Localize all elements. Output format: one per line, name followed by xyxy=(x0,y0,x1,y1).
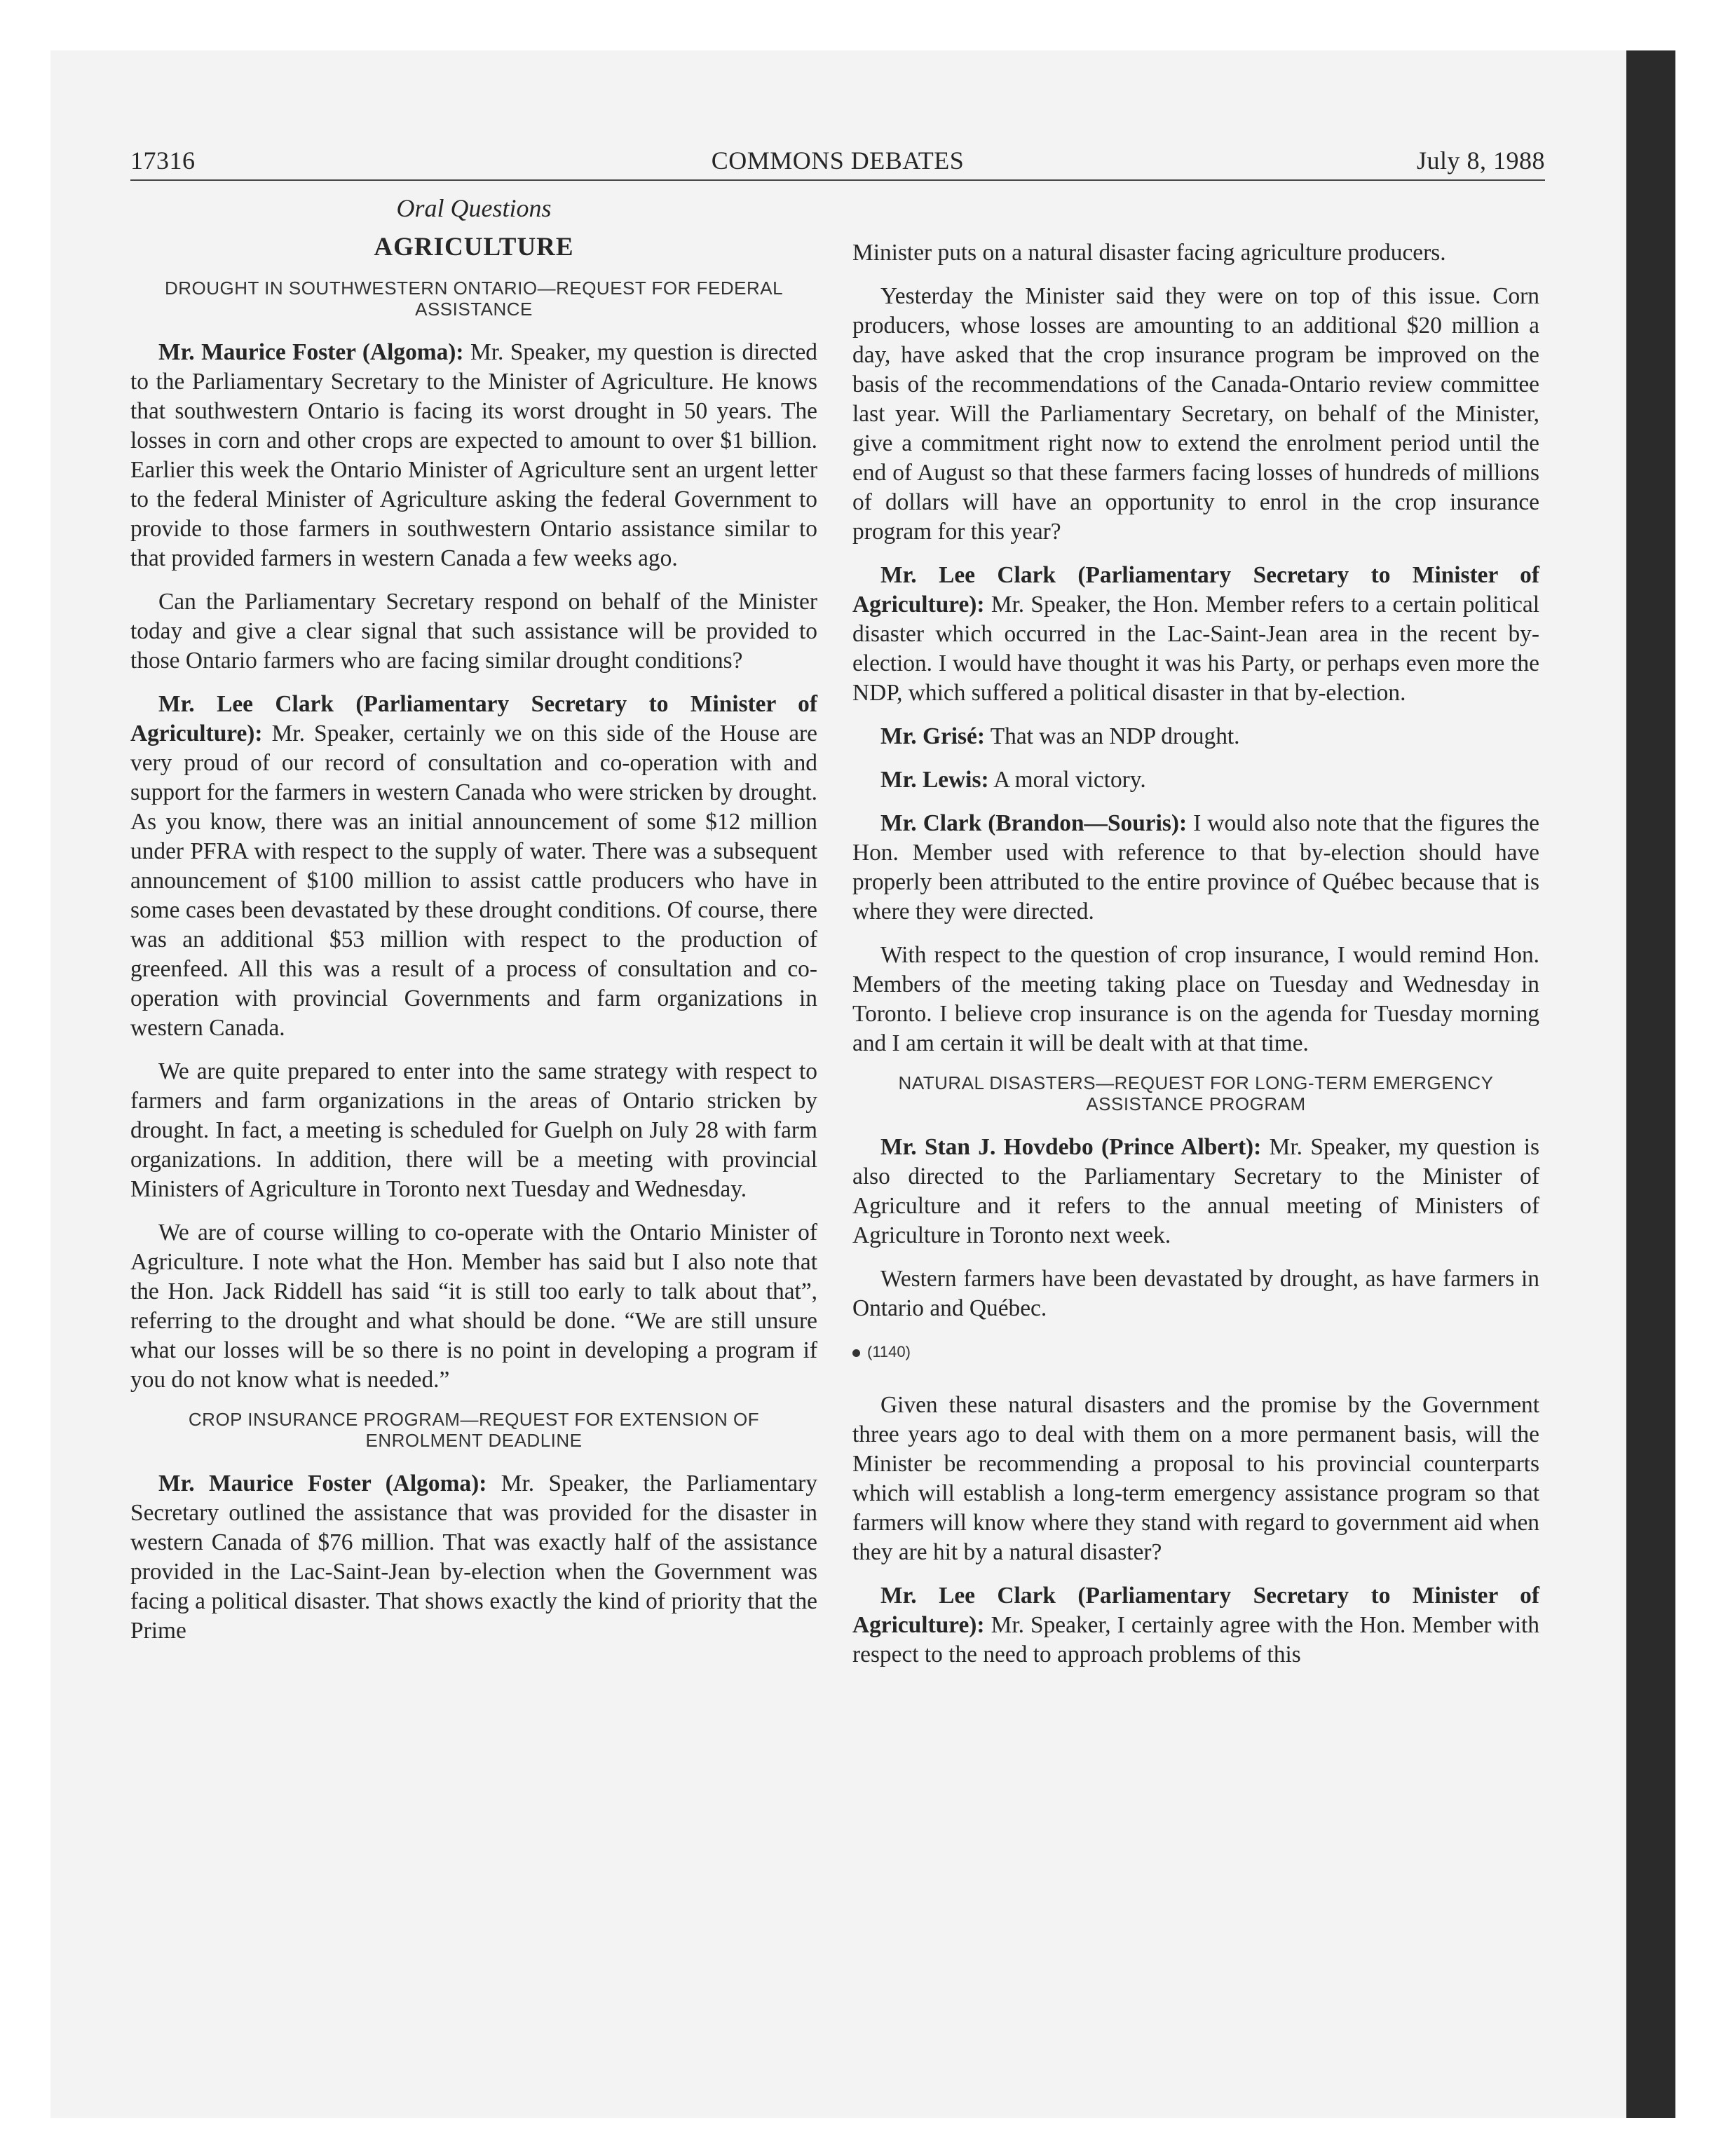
section-kicker: Oral Questions xyxy=(396,194,552,222)
speaker-name: Mr. Lee Clark (Parliamentary Secretary to Minister of Agriculture): xyxy=(852,562,1539,618)
speaker-name: Mr. Stan J. Hovdebo (Prince Albert): xyxy=(880,1134,1262,1160)
speech-text: Mr. Speaker, my question is also directed to the Parliamentary Secretary to the Minister of Agriculture and it refers to the annual meeting of Ministers of Agriculture in Toronto next week. xyxy=(852,1134,1539,1248)
paragraph xyxy=(130,338,817,573)
paragraph xyxy=(130,690,817,1043)
speech-text: I would also note that the figures the Hon. Member used with reference to that by-election should have properly been attributed to the entire province of Québec because that is where they were directed. xyxy=(852,810,1539,925)
paragraph xyxy=(852,809,1539,927)
speaker-name: Mr. Maurice Foster (Algoma): xyxy=(158,1471,487,1496)
speech-text: That was an NDP drought. xyxy=(984,723,1240,749)
speaker-name: Mr. Maurice Foster (Algoma): xyxy=(158,339,464,365)
paragraph xyxy=(852,722,1539,751)
paragraph xyxy=(852,765,1539,795)
speaker-name: Mr. Lewis: xyxy=(880,767,989,793)
paragraph: We are quite prepared to enter into the same strategy with respect to farmers and farm organizations in the areas of Ontario stricken by drought. In fact, a meeting is scheduled for Guelph on July 28 with farm organizations. In addition, there will be a meeting with provincial Ministers of Agriculture in Toronto next Tuesday and Wednesday. xyxy=(130,1058,817,1202)
scan-edge-shadow xyxy=(1626,50,1675,2118)
paragraph xyxy=(130,1469,817,1646)
publication-date: July 8, 1988 xyxy=(1416,146,1545,175)
speech-text: A moral victory. xyxy=(988,767,1146,793)
section-title: AGRICULTURE xyxy=(374,233,574,261)
left-column xyxy=(130,193,817,1660)
right-column xyxy=(852,238,1539,1684)
time-marker-label: (1140) xyxy=(867,1343,911,1360)
running-header xyxy=(130,144,1545,181)
speech-text: Mr. Speaker, certainly we on this side of the House are very proud of our record of consultation and co-operation with and support for the farmers in western Canada who were stricken by drought. As you know, there was an initial announcement of some $12 million under PFRA with respect to the supply of water. There was a subsequent announcement of $100 million to assist cattle producers who have in some cases been devastated by these drought conditions. Of course, there was an additional $53 million with respect to the production of greenfeed. All this was a result of a process of consultation and co-operation with provincial Governments and farm organizations in western Canada. xyxy=(130,721,817,1041)
speaker-name: Mr. Clark (Brandon—Souris): xyxy=(880,810,1188,836)
time-marker xyxy=(852,1337,1539,1367)
paragraph xyxy=(852,561,1539,708)
subheading-natural-disasters: NATURAL DISASTERS—REQUEST FOR LONG-TERM EMERGENCY ASSISTANCE PROGRAM xyxy=(898,1072,1494,1114)
bullet-dot-icon xyxy=(852,1349,860,1357)
speaker-name: Mr. Grisé: xyxy=(880,723,985,749)
speaker-name: Mr. Lee Clark (Parliamentary Secretary to Minister of Agriculture): xyxy=(852,1583,1539,1638)
paragraph: Yesterday the Minister said they were on top of this issue. Corn producers, whose losses are amounting to an additional $20 million a day, have asked that the crop insurance program be improved on the basis of the recommendations of the Canada-Ontario review committee last year. Will the Parliamentary Secretary, on behalf of the Minister, give a commitment right now to extend the enrolment period until the end of August so that these farmers facing losses of hundreds of millions of dollars will have an opportunity to enrol in the crop insurance program for this year? xyxy=(852,283,1539,545)
speech-text: Mr. Speaker, my question is directed to the Parliamentary Secretary to the Minister of Agriculture. He knows that southwestern Ontario is facing its worst drought in 50 years. The losses in corn and other crops are expected to amount to over $1 billion. Earlier this week the Ontario Minister of Agriculture sent an urgent letter to the federal Minister of Agriculture asking the federal Government to provide to those farmers in southwestern Ontario assistance similar to that provided farmers in western Canada a few weeks ago. xyxy=(130,339,817,571)
paragraph: Can the Parliamentary Secretary respond on behalf of the Minister today and give a clear signal that such assistance will be provided to those Ontario farmers who are facing similar drought conditions? xyxy=(130,589,817,674)
subheading-crop-insurance: CROP INSURANCE PROGRAM—REQUEST FOR EXTENSION OF ENROLMENT DEADLINE xyxy=(188,1409,760,1451)
speech-text: Mr. Speaker, the Hon. Member refers to a certain political disaster which occurred in the Lac-Saint-Jean area in the recent by-election. I would have thought it was his Party, or perhaps even more the NDP, which suffered a political disaster in that by-election. xyxy=(852,592,1539,706)
paragraph: Given these natural disasters and the promise by the Government three years ago to deal with them on a more permanent basis, will the Minister be recommending a proposal to his provincial counterparts which will establish a long-term emergency assistance program so that farmers will know where they stand with regard to government aid when they are hit by a natural disaster? xyxy=(852,1392,1539,1565)
paragraph: Western farmers have been devastated by drought, as have farmers in Ontario and Québec. xyxy=(852,1266,1539,1321)
speech-text: Mr. Speaker, I certainly agree with the Hon. Member with respect to the need to approach problems of this xyxy=(852,1612,1539,1667)
paragraph: Minister puts on a natural disaster facing agriculture producers. xyxy=(852,240,1446,266)
paragraph xyxy=(852,1133,1539,1250)
page-number: 17316 xyxy=(130,146,196,175)
publication-title: COMMONS DEBATES xyxy=(711,146,965,175)
speaker-name: Mr. Lee Clark (Parliamentary Secretary to Minister of Agriculture): xyxy=(130,691,817,746)
speech-text: Mr. Speaker, the Parliamentary Secretary outlined the assistance that was provided for the disaster in western Canada of $76 million. That was exactly half of the assistance provided in the Lac-Saint-Jean by-election when the Government was facing a political disaster. That shows exactly the kind of priority that the Prime xyxy=(130,1471,817,1644)
paragraph: We are of course willing to co-operate with the Ontario Minister of Agriculture. I note what the Hon. Member has said but I also note that the Hon. Jack Riddell has said “it is still too early to talk about that”, referring to the drought and what should be done. “We are still unsure what our losses will be so there is no point in developing a program if you do not know what is needed.” xyxy=(130,1220,817,1393)
paragraph xyxy=(852,1581,1539,1670)
paragraph: With respect to the question of crop insurance, I would remind Hon. Members of the meeting taking place on Tuesday and Wednesday in Toronto. I believe crop insurance is on the agenda for Tuesday morning and I am certain it will be dealt with at that time. xyxy=(852,942,1539,1056)
subheading-drought: DROUGHT IN SOUTHWESTERN ONTARIO—REQUEST FOR FEDERAL ASSISTANCE xyxy=(164,278,784,320)
